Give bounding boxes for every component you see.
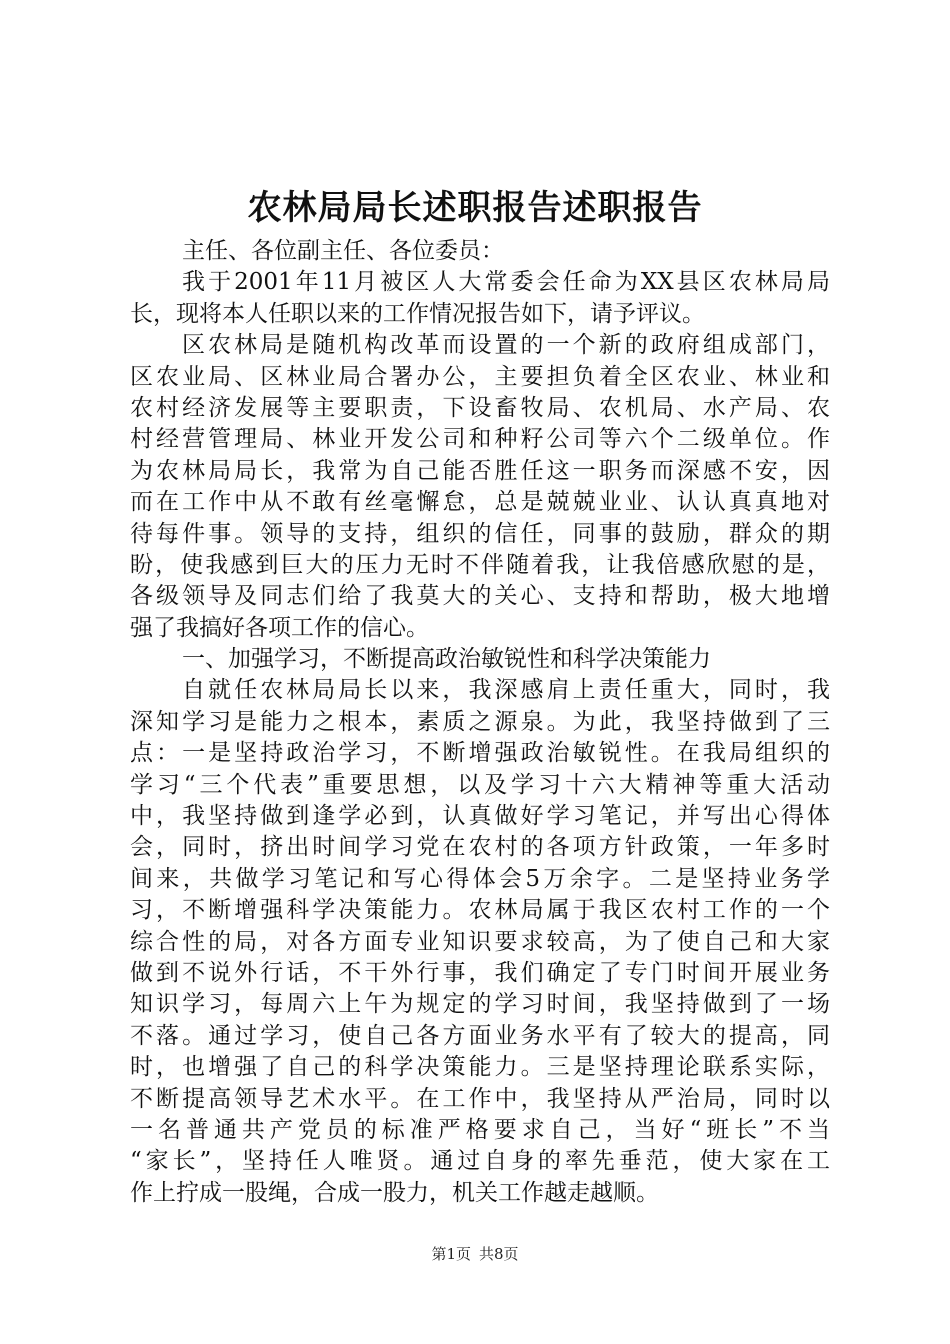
page-number: 第1页 <box>431 1245 471 1263</box>
text-line: 习，不断增强科学决策能力。农林局属于我区农村工作的一个 <box>130 897 830 924</box>
document-body <box>130 236 830 1209</box>
text-line: 而在工作中从不敢有丝毫懈怠，总是兢兢业业、认认真真地对 <box>130 489 830 516</box>
text-line: 知识学习，每周六上午为规定的学习时间，我坚持做到了一场 <box>130 991 830 1018</box>
text-line: 为农林局局长，我常为自己能否胜任这一职务而深感不安，因 <box>130 457 830 484</box>
text-line: 一、加强学习，不断提高政治敏锐性和科学决策能力 <box>182 646 711 673</box>
text-line: 长，现将本人任职以来的工作情况报告如下，请予评议。 <box>130 300 705 327</box>
text-line: “家长”，坚持任人唯贤。通过自身的率先垂范，使大家在工 <box>130 1148 830 1175</box>
text-line: 作上拧成一股绳，合成一股力，机关工作越走越顺。 <box>130 1179 659 1206</box>
text-line: 盼，使我感到巨大的压力无时不伴随着我，让我倍感欣慰的是， <box>130 551 830 578</box>
text-line: 待每件事。领导的支持，组织的信任，同事的鼓励，群众的期 <box>130 520 830 547</box>
text-line: 深知学习是能力之根本，素质之源泉。为此，我坚持做到了三 <box>130 708 830 735</box>
text-line: 综合性的局，对各方面专业知识要求较高，为了使自己和大家 <box>130 928 830 955</box>
text-line: 区农业局、区林业局合署办公，主要担负着全区农业、林业和 <box>130 363 830 390</box>
text-line: 村经营管理局、林业开发公司和种籽公司等六个二级单位。作 <box>130 426 830 453</box>
text-line: 学习“三个代表”重要思想，以及学习十六大精神等重大活动 <box>130 771 830 798</box>
text-line: 时，也增强了自己的科学决策能力。三是坚持理论联系实际， <box>130 1054 830 1081</box>
text-line: 间来，共做学习笔记和写心得体会5万余字。二是坚持业务学 <box>130 865 830 892</box>
text-line: 中，我坚持做到逢学必到，认真做好学习笔记，并写出心得体 <box>130 803 830 830</box>
text-line: 我于2001年11月被区人大常委会任命为XX县区农林局局 <box>182 269 830 296</box>
text-line: 不断提高领导艺术水平。在工作中，我坚持从严治局，同时以 <box>130 1085 830 1112</box>
text-line: 主任、各位副主任、各位委员： <box>182 238 504 264</box>
text-line: 自就任农林局局长以来，我深感肩上责任重大，同时，我 <box>182 677 830 704</box>
text-line: 做到不说外行话，不干外行事，我们确定了专门时间开展业务 <box>130 959 830 986</box>
text-line: 区农林局是随机构改革而设置的一个新的政府组成部门， <box>182 332 830 359</box>
text-line: 各级领导及同志们给了我莫大的关心、支持和帮助，极大地增 <box>130 583 830 610</box>
text-line: 不落。通过学习，使自己各方面业务水平有了较大的提高，同 <box>130 1022 830 1049</box>
text-line: 一名普通共产党员的标准严格要求自己，当好“班长”不当 <box>130 1116 830 1143</box>
document-title: 农林局局长述职报告述职报告 <box>247 188 703 228</box>
text-line: 强了我搞好各项工作的信心。 <box>130 614 429 641</box>
page-footer <box>0 1244 950 1264</box>
text-line: 会，同时，挤出时间学习党在农村的各项方针政策，一年多时 <box>130 834 830 861</box>
page-total: 共8页 <box>479 1245 519 1263</box>
text-line: 农村经济发展等主要职责，下设畜牧局、农机局、水产局、农 <box>130 394 830 421</box>
text-line: 点：一是坚持政治学习，不断增强政治敏锐性。在我局组织的 <box>130 740 830 767</box>
